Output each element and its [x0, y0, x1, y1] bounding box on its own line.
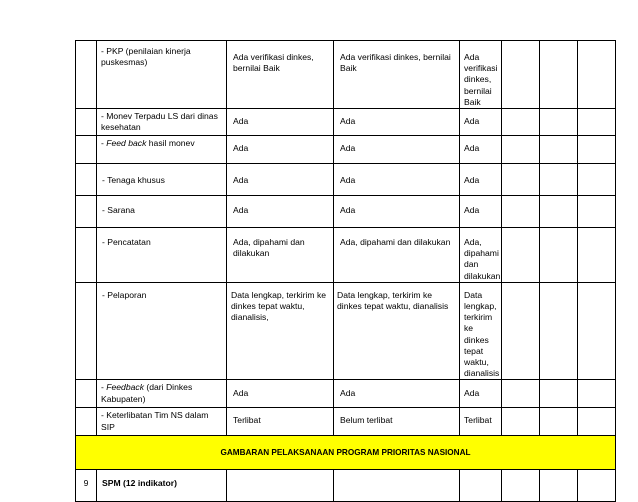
- row-number: 9: [76, 470, 97, 502]
- empty-cell: [540, 380, 578, 408]
- empty-cell: [540, 41, 578, 109]
- empty-cell: [578, 41, 616, 109]
- value-cell: Ada: [334, 164, 460, 196]
- table-row: [76, 282, 616, 380]
- indicator-label: - Keterlibatan Tim NS dalam SIP: [97, 408, 227, 436]
- value-cell: Ada: [227, 109, 334, 136]
- value-cell: Terlibat: [460, 408, 502, 436]
- empty-cell: [540, 228, 578, 283]
- table-row: [76, 41, 616, 109]
- empty-cell: [502, 196, 540, 228]
- value-cell: Ada: [334, 196, 460, 228]
- empty-cell: [578, 228, 616, 283]
- number-cell: [76, 164, 97, 196]
- empty-cell: [502, 380, 540, 408]
- value-cell: Ada verifikasi dinkes, bernilai Baik: [460, 41, 502, 109]
- value-cell: Ada: [334, 109, 460, 136]
- value-cell: Terlibat: [227, 408, 334, 436]
- value-cell: Ada: [460, 196, 502, 228]
- indicator-label: - Feed back hasil monev: [97, 136, 227, 164]
- table-row: [76, 164, 616, 196]
- indicator-label: - Pencatatan: [97, 228, 227, 283]
- empty-cell: [502, 136, 540, 164]
- value-cell: Ada, dipahami dan dilakukan: [334, 228, 460, 283]
- empty-cell: [502, 164, 540, 196]
- empty-cell: [460, 470, 502, 502]
- table-row: [76, 408, 616, 436]
- indicator-label: - Feedback (dari Dinkes Kabupaten): [97, 380, 227, 408]
- number-cell: [76, 136, 97, 164]
- indicator-label: SPM (12 indikator): [97, 470, 227, 502]
- empty-cell: [227, 470, 334, 502]
- table-row: [76, 470, 616, 502]
- number-cell: [76, 228, 97, 283]
- number-cell: [76, 196, 97, 228]
- empty-cell: [540, 282, 578, 380]
- empty-cell: [502, 109, 540, 136]
- value-cell: Ada: [227, 380, 334, 408]
- table-row: [76, 136, 616, 164]
- empty-cell: [540, 196, 578, 228]
- number-cell: [76, 109, 97, 136]
- empty-cell: [502, 470, 540, 502]
- value-cell: Ada, dipahami dan dilakukan: [460, 228, 502, 283]
- number-cell: [76, 380, 97, 408]
- empty-cell: [578, 282, 616, 380]
- value-cell: Belum terlibat: [334, 408, 460, 436]
- value-cell: Ada: [227, 136, 334, 164]
- section-banner-row: [76, 436, 616, 470]
- value-cell: Ada: [334, 380, 460, 408]
- indicator-label: - Pelaporan: [97, 282, 227, 380]
- empty-cell: [578, 470, 616, 502]
- table-row: [76, 109, 616, 136]
- empty-cell: [540, 136, 578, 164]
- empty-cell: [578, 164, 616, 196]
- empty-cell: [502, 408, 540, 436]
- indicator-label: - Tenaga khusus: [97, 164, 227, 196]
- empty-cell: [578, 196, 616, 228]
- empty-cell: [334, 470, 460, 502]
- value-cell: Ada: [460, 380, 502, 408]
- value-cell: Ada: [227, 196, 334, 228]
- empty-cell: [540, 408, 578, 436]
- value-cell: Ada: [460, 164, 502, 196]
- number-cell: [76, 282, 97, 380]
- number-cell: [76, 41, 97, 109]
- table-row: [76, 380, 616, 408]
- indicator-label: - Sarana: [97, 196, 227, 228]
- value-cell: Ada: [460, 109, 502, 136]
- empty-cell: [502, 41, 540, 109]
- empty-cell: [578, 109, 616, 136]
- program-table: [75, 40, 616, 502]
- value-cell: Ada: [334, 136, 460, 164]
- value-cell: Data lengkap, terkirim ke dinkes tepat waktu, dianalisis,: [227, 282, 334, 380]
- value-cell: Ada verifikasi dinkes, bernilai Baik: [227, 41, 334, 109]
- empty-cell: [578, 380, 616, 408]
- value-cell: Ada: [227, 164, 334, 196]
- empty-cell: [578, 408, 616, 436]
- number-cell: [76, 408, 97, 436]
- empty-cell: [540, 164, 578, 196]
- value-cell: Data lengkap, terkirim ke dinkes tepat waktu, dianalisis: [460, 282, 502, 380]
- value-cell: Data lengkap, terkirim ke dinkes tepat waktu, dianalisis: [334, 282, 460, 380]
- empty-cell: [502, 282, 540, 380]
- value-cell: Ada, dipahami dan dilakukan: [227, 228, 334, 283]
- table-row: [76, 196, 616, 228]
- empty-cell: [502, 228, 540, 283]
- value-cell: Ada verifikasi dinkes, bernilai Baik: [334, 41, 460, 109]
- empty-cell: [540, 470, 578, 502]
- indicator-label: - Monev Terpadu LS dari dinas kesehatan: [97, 109, 227, 136]
- section-banner: GAMBARAN PELAKSANAAN PROGRAM PRIORITAS NASIONAL: [76, 436, 616, 470]
- value-cell: Ada: [460, 136, 502, 164]
- empty-cell: [540, 109, 578, 136]
- table-row: [76, 228, 616, 283]
- indicator-label: - PKP (penilaian kinerja puskesmas): [97, 41, 227, 109]
- empty-cell: [578, 136, 616, 164]
